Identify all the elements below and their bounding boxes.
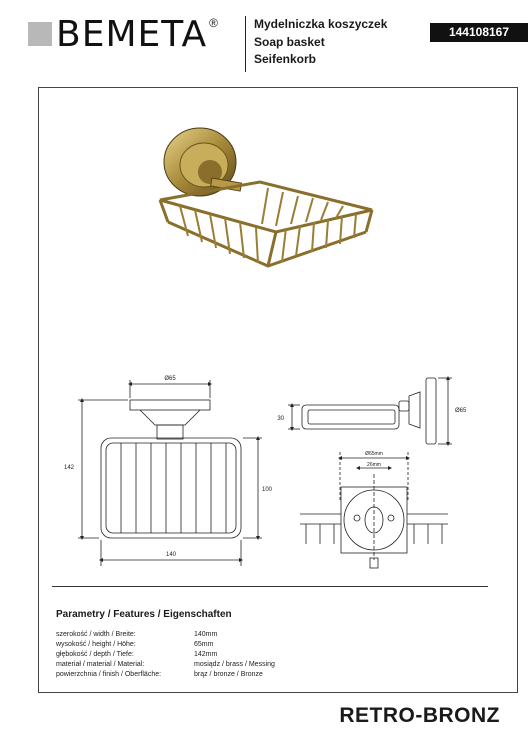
feature-value: mosiądz / brass / Messing bbox=[194, 661, 275, 668]
feature-label: wysokość / height / Höhe: bbox=[56, 641, 136, 648]
side-height-label: 30 bbox=[277, 416, 284, 422]
product-photo bbox=[160, 128, 372, 266]
front-view bbox=[78, 380, 262, 566]
feature-label: szerokość / width / Breite: bbox=[56, 631, 136, 638]
feature-value: 140mm bbox=[194, 631, 218, 638]
top-view bbox=[300, 452, 448, 568]
top-outer-label: Ø65mm bbox=[365, 451, 383, 457]
product-name-de: Seifenkorb bbox=[254, 52, 317, 66]
section-divider bbox=[52, 586, 488, 587]
features-list bbox=[56, 630, 275, 680]
logo-text: BEMETA bbox=[56, 14, 208, 55]
feature-value: 142mm bbox=[194, 651, 218, 658]
feature-row bbox=[56, 650, 275, 660]
feature-label: głębokość / depth / Tiefe: bbox=[56, 651, 134, 658]
features-title: Parametry / Features / Eigenschaften bbox=[56, 609, 232, 620]
product-code: 144108167 bbox=[430, 23, 528, 42]
feature-label: materiał / material / Material: bbox=[56, 661, 145, 668]
series-name: RETRO-BRONZ bbox=[339, 704, 500, 727]
feature-label: powierzchnia / finish / Oberfläche: bbox=[56, 671, 162, 678]
product-name-en: Soap basket bbox=[254, 34, 325, 49]
front-height-label: 142 bbox=[63, 465, 74, 471]
top-inner-label: 26mm bbox=[367, 462, 381, 468]
product-name-pl: Mydelniczka koszyczek bbox=[254, 17, 388, 31]
feature-row bbox=[56, 630, 275, 640]
front-width-label: 140 bbox=[165, 552, 177, 558]
side-rosette-label: Ø65 bbox=[455, 408, 467, 414]
feature-row bbox=[56, 660, 275, 670]
feature-row bbox=[56, 670, 275, 680]
registered-mark: ® bbox=[209, 16, 218, 30]
feature-value: brąz / bronze / Bronze bbox=[194, 671, 263, 678]
front-rosette-label: Ø65 bbox=[164, 376, 176, 382]
feature-row bbox=[56, 640, 275, 650]
front-basket-label: 100 bbox=[262, 487, 273, 493]
feature-value: 65mm bbox=[194, 641, 214, 648]
side-view bbox=[288, 378, 452, 444]
